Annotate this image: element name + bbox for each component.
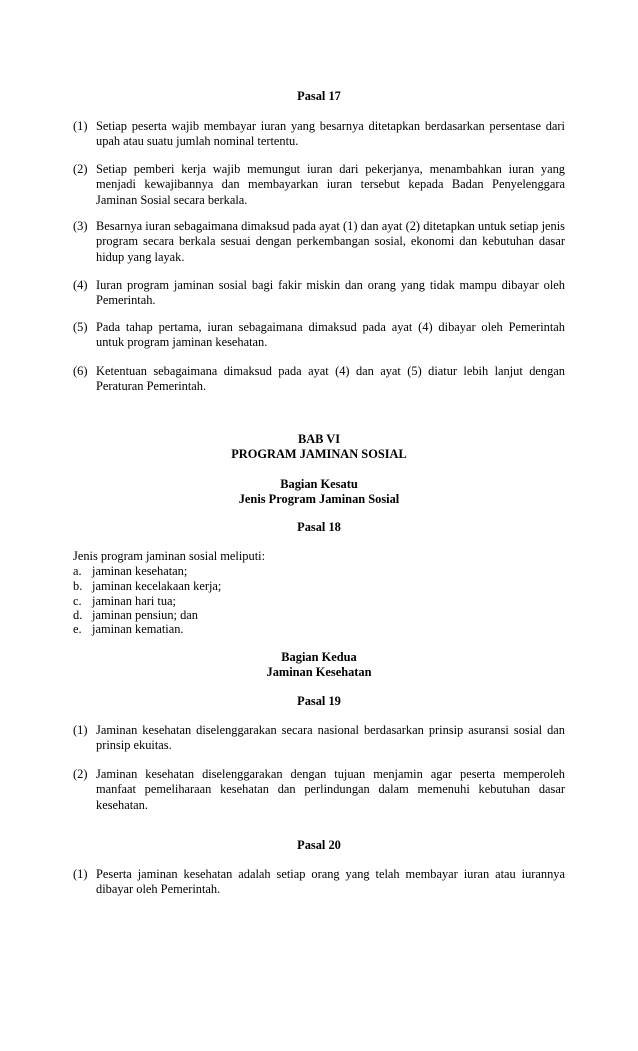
- ayat-text: Iuran program jaminan sosial bagi fakir miskin dan orang yang tidak mampu dibayar oleh Pemerintah.: [96, 278, 565, 308]
- bab-subtitle: PROGRAM JAMINAN SOSIAL: [231, 447, 407, 461]
- pasal-17-ayat-4: [73, 278, 565, 309]
- ayat-text: Peserta jaminan kesehatan adalah setiap orang yang telah membayar iuran atau iurannya dibayar oleh Pemerintah.: [96, 867, 565, 897]
- ayat-number: (5): [73, 320, 88, 334]
- bagian-kesatu-subtitle: Jenis Program Jaminan Sosial: [238, 492, 400, 506]
- pasal-17-ayat-5: [73, 320, 565, 351]
- pasal-20-title: Pasal 20: [297, 838, 341, 852]
- bagian-kedua-subtitle: Jaminan Kesehatan: [266, 665, 372, 679]
- list-letter: d.: [73, 608, 83, 622]
- bagian-kedua-title: Bagian Kedua: [281, 650, 357, 664]
- list-letter: c.: [73, 594, 82, 608]
- list-letter: b.: [73, 579, 83, 593]
- pasal-17-ayat-6: [73, 364, 565, 395]
- pasal-17-ayat-2: [73, 162, 565, 208]
- ayat-number: (2): [73, 162, 88, 176]
- pasal-17-title: Pasal 17: [297, 89, 341, 103]
- list-text: jaminan pensiun; dan: [92, 608, 198, 622]
- ayat-text: Jaminan kesehatan diselenggarakan secara nasional berdasarkan prinsip asuransi sosial dan prinsip ekuitas.: [96, 723, 565, 753]
- pasal-20-ayat-1: [73, 867, 565, 898]
- pasal-19-ayat-2: [73, 767, 565, 813]
- ayat-text: Setiap peserta wajib membayar iuran yang besarnya ditetapkan berdasarkan persentase dari upah atau suatu jumlah nominal tertentu.: [96, 119, 565, 149]
- pasal-18-title: Pasal 18: [297, 520, 341, 534]
- ayat-text: Besarnya iuran sebagaimana dimaksud pada ayat (1) dan ayat (2) ditetapkan untuk setiap jenis program secara berkala sesuai dengan perkembangan sosial, ekonomi dan kebutuhan dasar hidup yang layak.: [96, 219, 565, 264]
- ayat-text: Jaminan kesehatan diselenggarakan dengan tujuan menjamin agar peserta memperoleh manfaat pemeliharaan kesehatan dan perlindungan dalam memenuhi kebutuhan dasar kesehatan.: [96, 767, 565, 812]
- ayat-number: (1): [73, 867, 88, 881]
- pasal-18-item-b: [73, 579, 565, 594]
- ayat-number: (2): [73, 767, 88, 781]
- list-letter: e.: [73, 622, 82, 636]
- list-letter: a.: [73, 564, 82, 578]
- ayat-text: Ketentuan sebagaimana dimaksud pada ayat (4) dan ayat (5) diatur lebih lanjut dengan Peraturan Pemerintah.: [96, 364, 565, 394]
- pasal-18-intro: Jenis program jaminan sosial meliputi:: [73, 549, 266, 563]
- ayat-number: (1): [73, 723, 88, 737]
- pasal-18-item-a: [73, 564, 565, 579]
- ayat-number: (4): [73, 278, 88, 292]
- ayat-number: (6): [73, 364, 88, 378]
- pasal-19-ayat-1: [73, 723, 565, 754]
- list-text: jaminan kecelakaan kerja;: [92, 579, 222, 593]
- ayat-number: (3): [73, 219, 88, 233]
- pasal-18-item-e: [73, 622, 565, 637]
- bagian-kesatu-title: Bagian Kesatu: [280, 477, 358, 491]
- bab-title: BAB VI: [297, 432, 341, 446]
- pasal-17-ayat-1: [73, 119, 565, 150]
- list-text: jaminan kematian.: [92, 622, 184, 636]
- pasal-19-title: Pasal 19: [297, 694, 341, 708]
- ayat-text: Setiap pemberi kerja wajib memungut iuran dari pekerjanya, menambahkan iuran yang menjadi kewajibannya dan membayarkan iuran tersebut kepada Badan Penyelenggara Jaminan Sosial secara berkala.: [96, 162, 565, 207]
- list-text: jaminan hari tua;: [92, 594, 176, 608]
- ayat-text: Pada tahap pertama, iuran sebagaimana dimaksud pada ayat (4) dibayar oleh Pemerintah untuk program jaminan kesehatan.: [96, 320, 565, 350]
- ayat-number: (1): [73, 119, 88, 133]
- list-text: jaminan kesehatan;: [92, 564, 188, 578]
- pasal-17-ayat-3: [73, 219, 565, 265]
